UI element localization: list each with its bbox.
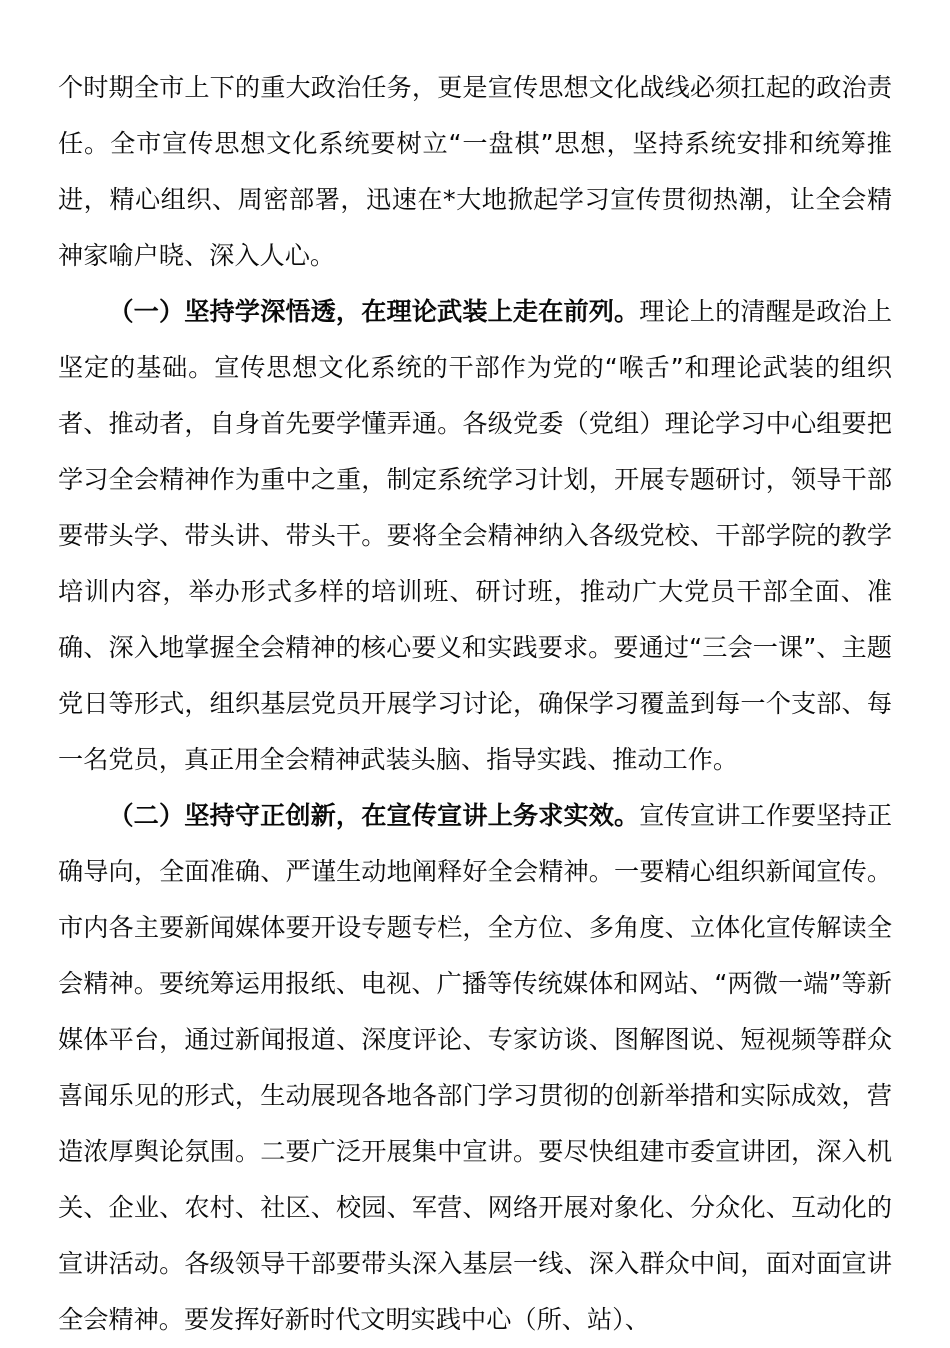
paragraph-continuation (58, 60, 892, 284)
section-two-body-text: 宣传宣讲工作要坚持正确导向，全面准确、严谨生动地阐释好全会精神。一要精心组织新闻宣传。市内各主要新闻媒体要开设专题专栏，全方位、多角度、立体化宣传解读全会精神。要统筹运用报纸、电视、广播等传统媒体和网站、“两微一端”等新媒体平台，通过新闻报道、深度评论、专家访谈、图解图说、短视频等群众喜闻乐见的形式，生动展现各地各部门学习贯彻的创新举措和实际成效，营造浓厚舆论氛围。二要广泛开展集中宣讲。要尽快组建市委宣讲团，深入机关、企业、农村、社区、校园、军营、网络开展对象化、分众化、互动化的宣讲活动。各级领导干部要带头深入基层一线、深入群众中间，面对面宣讲全会精神。要发挥好新时代文明实践中心（所、站）、 (58, 801, 893, 1334)
section-one-heading: （一）坚持学深悟透，在理论武装上走在前列。 (108, 297, 640, 326)
document-text-body (58, 60, 892, 1348)
paragraph-section-one (58, 284, 892, 788)
section-one-body-text: 理论上的清醒是政治上坚定的基础。宣传思想文化系统的干部作为党的“喉舌”和理论武装的组织者、推动者，自身首先要学懂弄通。各级党委（党组）理论学习中心组要把学习全会精神作为重中之重，制定系统学习计划，开展专题研讨，领导干部要带头学、带头讲、带头干。要将全会精神纳入各级党校、干部学院的教学培训内容，举办形式多样的培训班、研讨班，推动广大党员干部全面、准确、深入地掌握全会精神的核心要义和实践要求。要通过“三会一课”、主题党日等形式，组织基层党员开展学习讨论，确保学习覆盖到每一个支部、每一名党员，真正用全会精神武装头脑、指导实践、推动工作。 (58, 297, 893, 774)
paragraph-section-two (58, 788, 892, 1348)
section-two-heading: （二）坚持守正创新，在宣传宣讲上务求实效。 (108, 801, 640, 830)
paragraph-continuation-text: 个时期全市上下的重大政治任务，更是宣传思想文化战线必须扛起的政治责任。全市宣传思想文化系统要树立“一盘棋”思想，坚持系统安排和统筹推进，精心组织、周密部署，迅速在*大地掀起学习宣传贯彻热潮，让全会精神家喻户晓、深入人心。 (58, 73, 892, 270)
